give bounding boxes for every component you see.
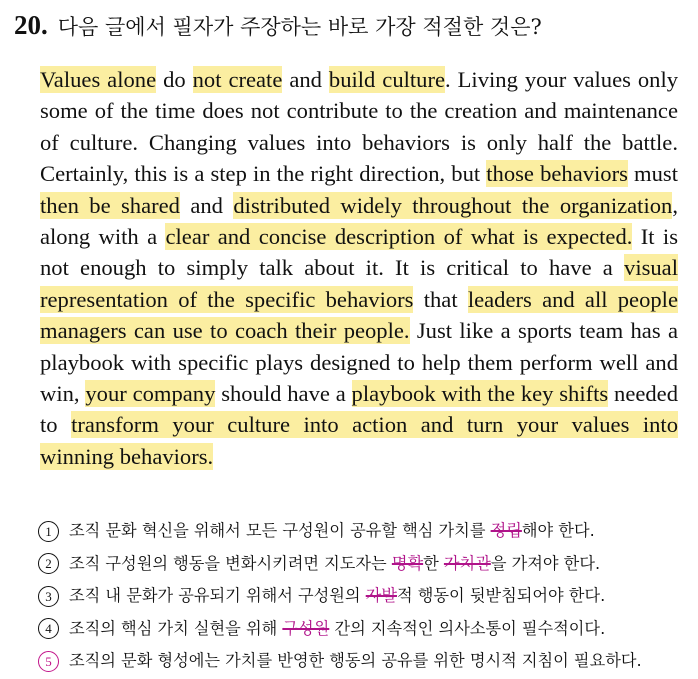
passage-text: and <box>282 67 329 92</box>
highlighted-text: then be shared <box>40 192 180 218</box>
passage <box>40 64 678 472</box>
passage-text: Just like a sports team has a playbook with specific plays designed to help them perform well and win, <box>40 318 678 407</box>
passage-text: needed to <box>40 381 678 438</box>
struck-word: 정립 <box>490 521 522 540</box>
choice-4[interactable] <box>38 613 683 646</box>
question-number: 20. <box>14 10 48 40</box>
highlighted-text: those behaviors <box>486 161 628 187</box>
choice-text <box>69 613 605 646</box>
highlighted-text: visual representation of the specific behaviors <box>40 255 678 312</box>
highlighted-text: distributed widely throughout the organization <box>233 192 673 218</box>
struck-word: 자발 <box>365 586 397 605</box>
choice-1[interactable] <box>38 515 683 548</box>
choice-text-part: 해야 한다. <box>521 521 595 540</box>
choice-text-part: 조직 구성원의 행동을 변화시키려면 지도자는 <box>69 553 392 573</box>
highlighted-text: leaders and all people managers can use to coach their people. <box>40 286 678 344</box>
choice-number: 2 <box>38 553 59 574</box>
choice-text <box>69 645 642 678</box>
choice-text <box>69 580 605 613</box>
choice-text-part: 적 행동이 뒷받침되어야 한다. <box>397 586 606 605</box>
choice-text <box>69 515 595 548</box>
choice-text-part: 조직의 핵심 가치 실현을 위해 <box>69 618 283 638</box>
highlighted-text: your company <box>85 381 216 407</box>
choice-5[interactable] <box>38 645 683 678</box>
passage-text: that <box>413 286 468 312</box>
passage-text: do <box>156 67 193 92</box>
choice-number: 3 <box>38 586 59 607</box>
highlighted-text: Values alone <box>40 67 157 92</box>
answer-choices <box>38 515 683 678</box>
passage-text: . Living your values only some of the time does not contribute to the creation and maintenance of culture. Changing values into behaviors is only half the battle. Certainly, this is a step in the right direction, but <box>40 67 679 187</box>
choice-text-part: 을 가져야 한다. <box>490 553 601 573</box>
choice-text <box>69 548 600 581</box>
highlighted-text: build culture <box>328 67 446 92</box>
choice-number: 5 <box>38 651 59 672</box>
choice-number: 1 <box>38 521 59 542</box>
question-stem <box>14 10 690 42</box>
question-text: 다음 글에서 필자가 주장하는 바로 가장 적절한 것은? <box>57 15 542 39</box>
struck-word: 명확 <box>391 553 424 573</box>
highlighted-text: transform your culture into action and turn your values into winning behaviors. <box>40 412 678 469</box>
choice-text-part: 조직의 문화 형성에는 가치를 반영한 행동의 공유를 위한 명시적 지침이 필요하다. <box>69 651 642 670</box>
passage-text: , along with a <box>40 192 678 250</box>
passage-text: must <box>627 161 678 187</box>
choice-text-part: 조직 내 문화가 공유되기 위해서 구성원의 <box>69 586 366 605</box>
passage-text: It is not enough to simply talk about it. It is critical to have a <box>40 224 678 281</box>
struck-word: 구성원 <box>282 618 330 638</box>
struck-word: 가치관 <box>443 553 491 573</box>
choice-text-part: 간의 지속적인 의사소통이 필수적이다. <box>329 618 606 638</box>
choice-2[interactable] <box>38 548 683 581</box>
highlighted-text: playbook with the key shifts <box>351 381 609 407</box>
highlighted-text: not create <box>192 67 283 92</box>
choice-3[interactable] <box>38 580 683 613</box>
choice-text-part: 한 <box>423 553 444 573</box>
passage-text: should have a <box>215 381 352 407</box>
choice-number: 4 <box>38 618 59 639</box>
highlighted-text: clear and concise description of what is expected. <box>165 224 633 250</box>
choice-text-part: 조직 문화 혁신을 위해서 모든 구성원이 공유할 핵심 가치를 <box>69 521 491 540</box>
passage-text: and <box>179 192 234 218</box>
